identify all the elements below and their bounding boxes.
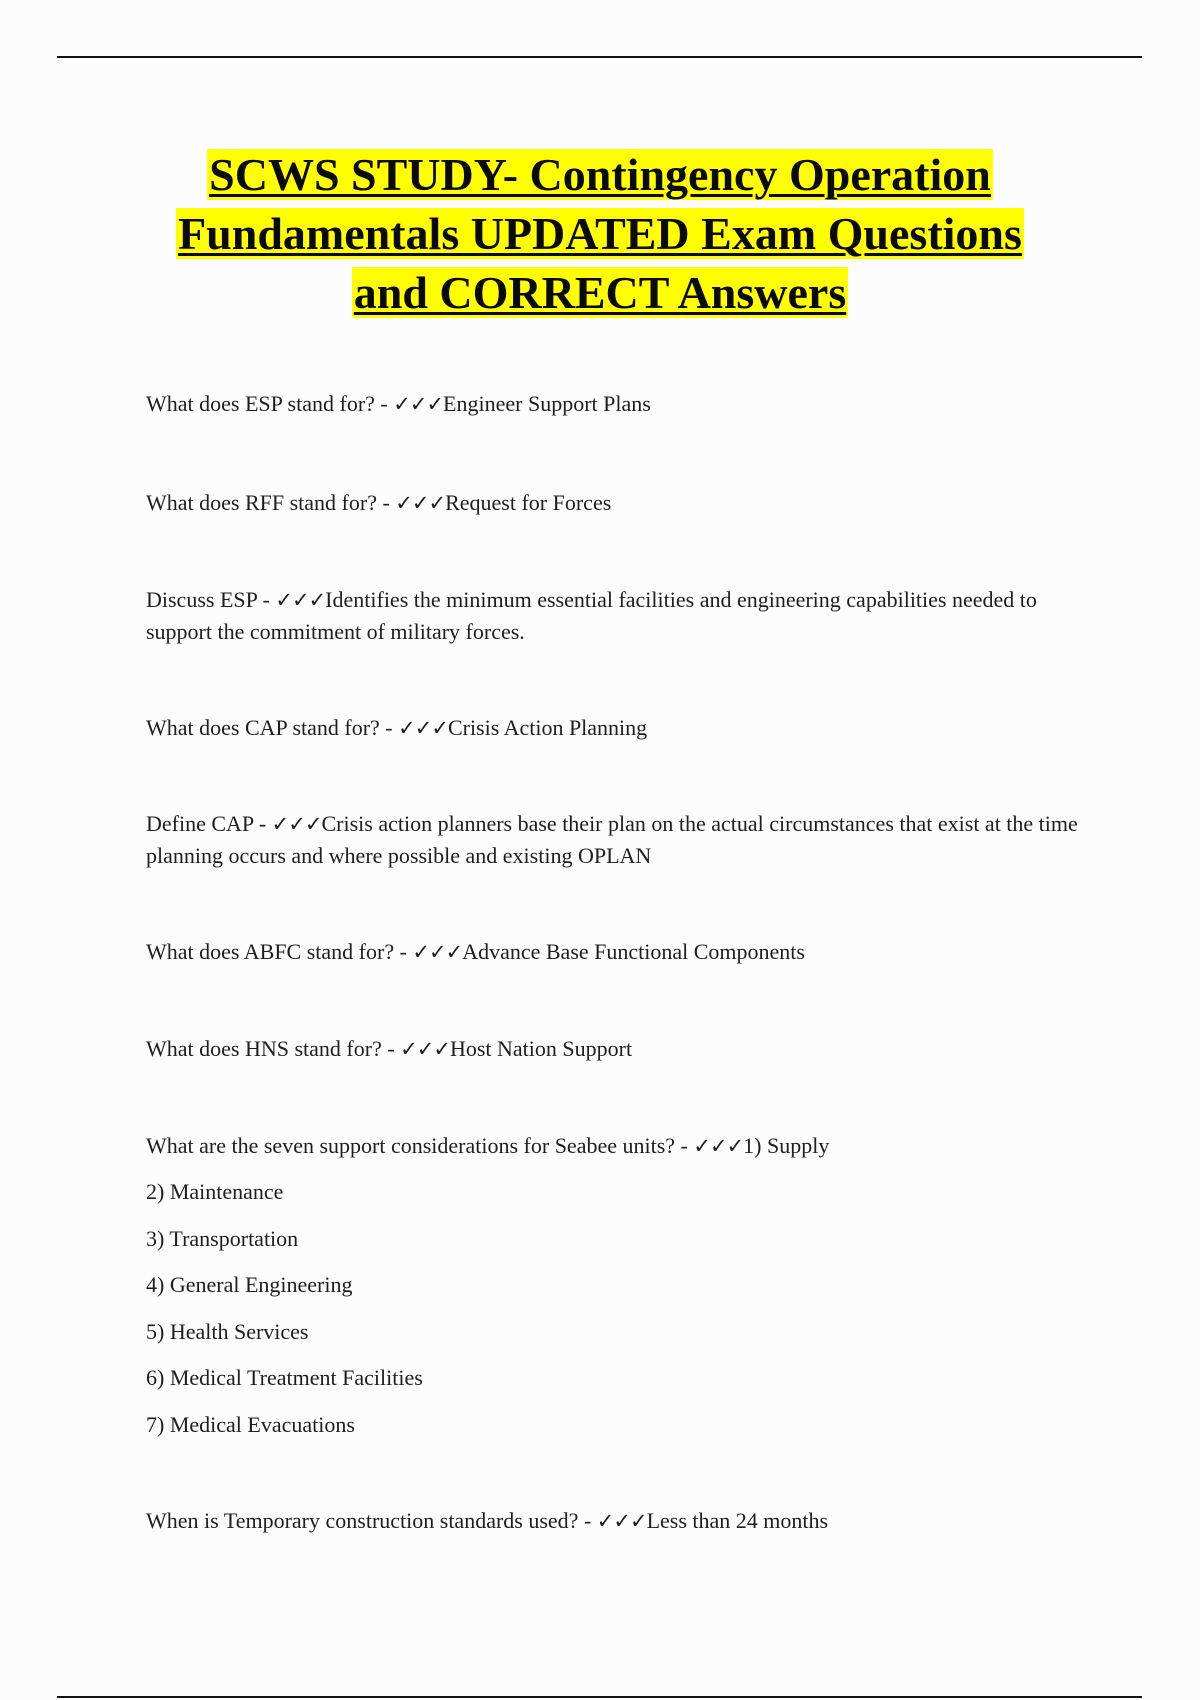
- question-text: What does HNS stand for? -: [146, 1036, 401, 1061]
- list-item: 4) General Engineering: [146, 1272, 353, 1297]
- answer-text: Engineer Support Plans: [443, 391, 651, 416]
- qa-item-hns: [146, 1033, 1086, 1065]
- question-text: Discuss ESP -: [146, 587, 276, 612]
- qa-item-rff: [146, 487, 1086, 519]
- answer-text: Less than 24 months: [646, 1508, 829, 1533]
- answer-text: Request for Forces: [445, 490, 612, 515]
- qa-item-esp: [146, 388, 1086, 420]
- question-text: What does ESP stand for? -: [146, 391, 394, 416]
- question-text: When is Temporary construction standards used? -: [146, 1508, 597, 1533]
- list-item: 5) Health Services: [146, 1319, 309, 1344]
- checkmark-icon: ✓✓✓: [275, 588, 326, 612]
- qa-item-temporary-construction: [146, 1505, 1086, 1537]
- title-line-3: and CORRECT Answers: [353, 267, 847, 318]
- list-item: 6) Medical Treatment Facilities: [146, 1365, 423, 1390]
- answer-text: 1) Supply: [743, 1133, 830, 1158]
- title-line-2: Fundamentals UPDATED Exam Questions: [178, 208, 1022, 259]
- checkmark-icon: ✓✓✓: [398, 716, 448, 740]
- qa-item-discuss-esp: [146, 584, 1086, 647]
- title-line-1: SCWS STUDY- Contingency Operation: [209, 149, 991, 200]
- list-item: 2) Maintenance: [146, 1179, 284, 1204]
- question-text: Define CAP -: [146, 811, 272, 836]
- list-item: 3) Transportation: [146, 1226, 299, 1251]
- bottom-rule: [57, 1696, 1142, 1698]
- answer-text: Advance Base Functional Components: [462, 939, 805, 964]
- checkmark-icon: ✓✓✓: [395, 491, 446, 515]
- checkmark-icon: ✓✓✓: [596, 1509, 647, 1533]
- answer-text: Crisis action planners base their plan on the actual circumstances that exist at the time planning occurs and where possible and existing OPLAN: [146, 811, 1078, 868]
- checkmark-icon: ✓✓✓: [400, 1037, 450, 1061]
- checkmark-icon: ✓✓✓: [271, 812, 322, 836]
- question-text: What does ABFC stand for? -: [146, 939, 413, 964]
- document-title: [60, 145, 1140, 322]
- qa-item-define-cap: [146, 808, 1086, 871]
- top-rule: [57, 56, 1142, 58]
- checkmark-icon: ✓✓✓: [412, 940, 463, 964]
- question-text: What does RFF stand for? -: [146, 490, 396, 515]
- qa-item-seven-support: [146, 1130, 1086, 1162]
- question-text: What are the seven support considerations for Seabee units? -: [146, 1133, 694, 1158]
- answer-text: Crisis Action Planning: [447, 715, 648, 740]
- answer-text: Host Nation Support: [449, 1036, 633, 1061]
- qa-item-cap: [146, 712, 1086, 744]
- qa-item-abfc: [146, 936, 1086, 968]
- list-item: 7) Medical Evacuations: [146, 1412, 355, 1437]
- checkmark-icon: ✓✓✓: [393, 392, 444, 416]
- question-text: What does CAP stand for? -: [146, 715, 399, 740]
- answer-text: Identifies the minimum essential facilities and engineering capabilities needed to support the commitment of military forces.: [146, 587, 1037, 644]
- checkmark-icon: ✓✓✓: [693, 1134, 744, 1158]
